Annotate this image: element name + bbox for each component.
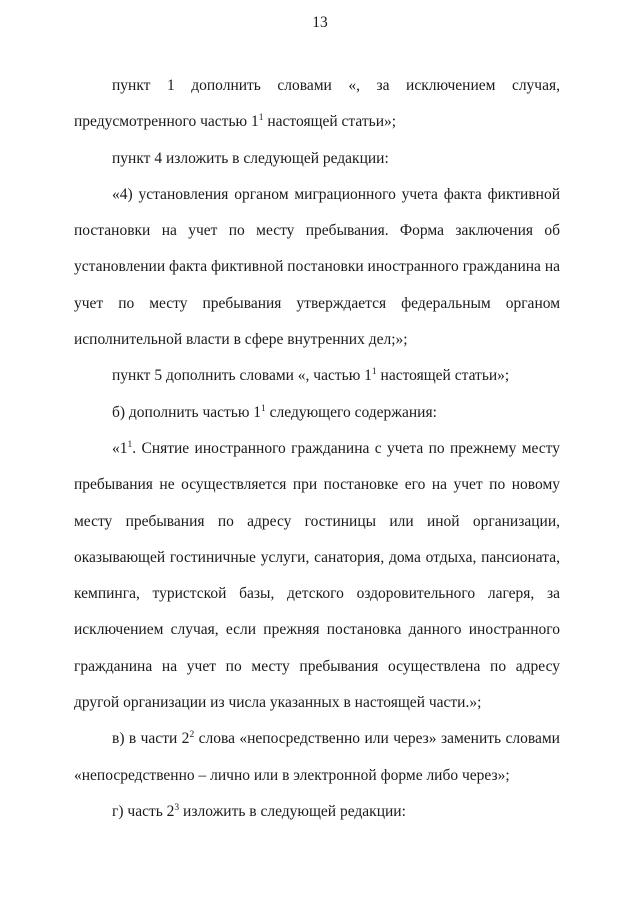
paragraph-g bbox=[74, 794, 560, 830]
paragraph-chast-1-1 bbox=[74, 431, 560, 721]
paragraph-text: пункт 1 дополнить словами «, за исключением случая, предусмотренного частью 1 bbox=[74, 77, 560, 131]
paragraph-text: пункт 5 дополнить словами «, частью 1 bbox=[112, 367, 372, 385]
paragraph-text: «4) установления органом миграционного учета факта фиктивной постановки на учет по месту пребывания. Форма заключения об установлении факта фиктивной постановки иностранного гражданина на учет по месту пребывания утверждается федеральным органом исполнительной власти в сфере внутренних дел;»; bbox=[74, 185, 560, 349]
paragraph-text: . Снятие иностранного гражданина с учета по прежнему месту пребывания не осуществляется при постановке его на учет по новому месту пребывания по адресу гостиницы или иной организации, оказывающей гостиничные услуги, санатория, дома отдыха, пансионата, кемпинга, туристской базы, детского оздоровительного лагеря, за исключением случая, если прежняя постановка данного иностранного гражданина на учет по месту пребывания осуществлена по адресу другой организации из числа указанных в настоящей части.»; bbox=[74, 439, 560, 712]
paragraph-punkt-4-intro bbox=[74, 141, 560, 177]
superscript: 1 bbox=[371, 367, 377, 378]
paragraph-text: изложить в следующей редакции: bbox=[179, 802, 406, 820]
paragraph-text: в) в части 2 bbox=[112, 730, 190, 748]
paragraph-text: г) часть 2 bbox=[112, 802, 175, 820]
paragraph-text: слова «непосредственно или через» заменить словами «непосредственно – лично или в электронной форме либо через»; bbox=[74, 730, 560, 784]
paragraph-b bbox=[74, 395, 560, 431]
paragraph-text: следующего содержания: bbox=[265, 403, 437, 421]
document-body bbox=[74, 68, 560, 830]
superscript: 3 bbox=[174, 803, 180, 814]
paragraph-v bbox=[74, 721, 560, 794]
paragraph-text: пункт 4 изложить в следующей редакции: bbox=[112, 149, 389, 167]
superscript: 1 bbox=[261, 403, 266, 414]
superscript: 1 bbox=[258, 113, 264, 124]
paragraph-punkt-4-text bbox=[74, 177, 560, 358]
page-number: 13 bbox=[312, 14, 328, 31]
superscript: 1 bbox=[127, 440, 133, 451]
paragraph-punkt-5 bbox=[74, 358, 560, 394]
paragraph-punkt-1 bbox=[74, 68, 560, 141]
paragraph-text: «1 bbox=[112, 439, 128, 457]
superscript: 2 bbox=[189, 730, 195, 741]
paragraph-text: настоящей статьи»; bbox=[263, 113, 397, 131]
paragraph-text: б) дополнить частью 1 bbox=[112, 403, 262, 421]
paragraph-text: настоящей статьи»; bbox=[376, 367, 510, 385]
